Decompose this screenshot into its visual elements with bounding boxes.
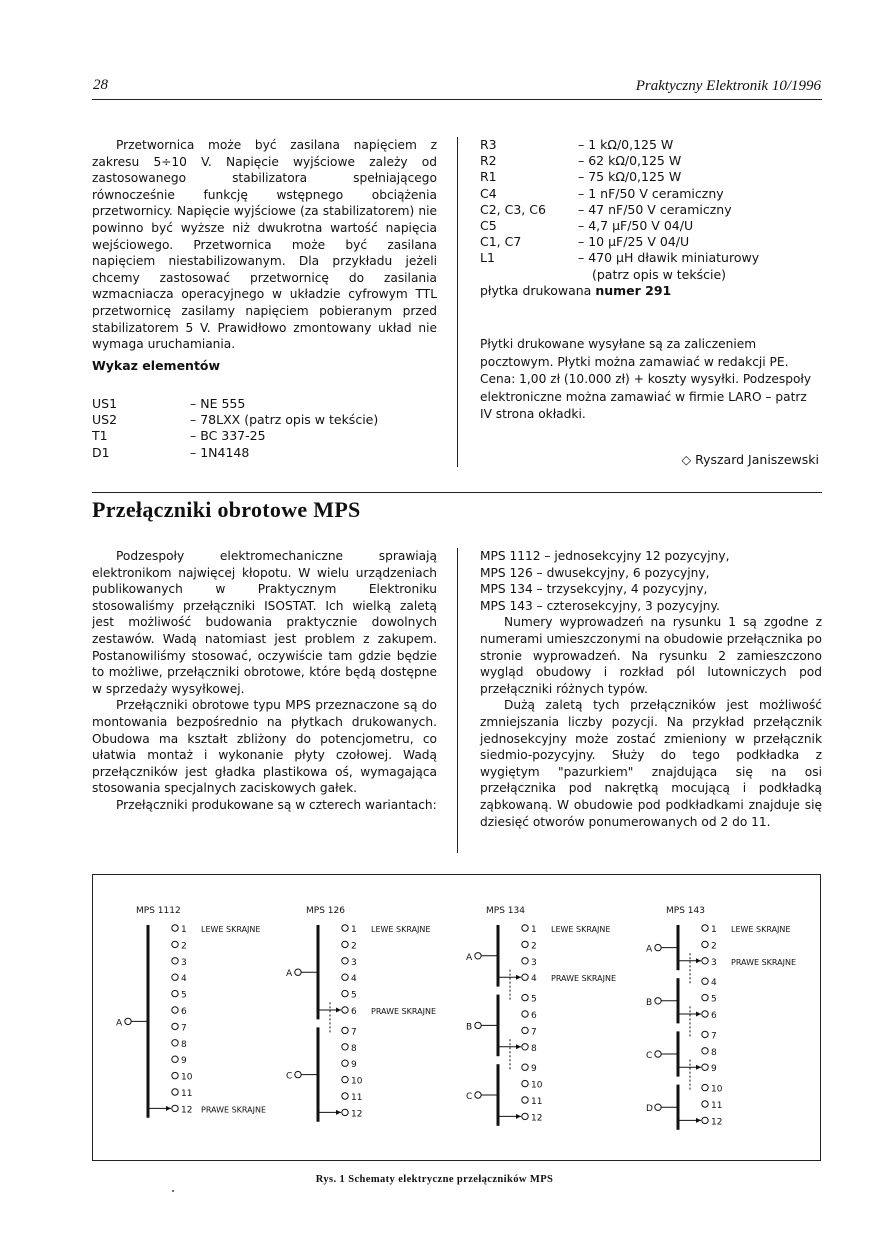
parts-row: T1 – BC 337-25 — [92, 428, 266, 444]
pin-number: 4 — [181, 974, 187, 985]
diagram-title: MPS 143 — [666, 906, 705, 916]
pin-circle — [522, 1113, 528, 1119]
article-left-column — [92, 548, 437, 814]
prawe-skrajne-label: PRAWE SKRAJNE — [371, 1007, 437, 1016]
parts-note: (patrz opis w tekście) — [592, 266, 727, 282]
stop-arrowhead — [516, 1044, 521, 1049]
common-terminal-circle — [295, 1071, 301, 1077]
pin-number: 1 — [181, 925, 187, 935]
journal-title: Praktyczny Elektronik 10/1996 — [635, 78, 821, 94]
parts-row: C1, C7 – 10 µF/25 V 04/U — [480, 234, 690, 250]
pin-circle — [342, 1093, 348, 1099]
pin-number: 9 — [181, 1056, 187, 1067]
parts-row: US2 – 78LXX (patrz opis w tekście) — [92, 412, 379, 428]
pin-circle — [342, 1044, 348, 1050]
parts-list-heading: Wykaz elementów — [92, 358, 221, 373]
pin-circle — [522, 1080, 528, 1086]
stop-arrowhead — [696, 1118, 701, 1123]
lewe-skrajne-label: LEWE SKRAJNE — [731, 925, 791, 934]
stop-arrowhead — [696, 1012, 701, 1017]
article-paragraph: Dużą zaletą tych przełączników jest możliwość zmniejszania liczby pozycji. Na przykład przełącznik jednosekcyjny może zostać zmieniony w przełącznik siedmio-pozycyjny. Służy do tego podkładka z wygiętym "pazurkiem" znajdująca się na osi przełącznika pod nakrętką mocującą i podkładką ząbkowaną. W obudowie pod podkładkami znajduje się dziesięć otworów ponumerowanych od 2 do 11. — [480, 698, 822, 829]
stop-arrowhead — [696, 1065, 701, 1070]
pin-circle — [522, 1064, 528, 1070]
article-paragraph: Przełączniki obrotowe typu MPS przeznaczone są do montowania bezpośrednio na płytkach drukowanych. Obudowa ma kształt zbliżony do potencjometru, co ułatwia montaż i wykonanie płyty czołowej. Wadą przełączników jest gładka plastikowa oś, wymagająca stosowania specjalnych zaciskowych gałek. — [92, 698, 437, 796]
diagram-title: MPS 126 — [306, 906, 345, 916]
pin-number: 3 — [531, 957, 537, 968]
column-divider-article — [457, 548, 458, 853]
parts-row: C2, C3, C6 – 47 nF/50 V ceramiczny — [480, 201, 732, 217]
pin-number: 9 — [531, 1064, 537, 1075]
page-number: 28 — [93, 77, 108, 93]
pin-circle — [702, 1064, 708, 1070]
pin-circle — [522, 1027, 528, 1033]
common-terminal-label: A — [286, 969, 293, 980]
stop-arrowhead — [516, 975, 521, 980]
pin-circle — [172, 941, 178, 947]
pin-number: 1 — [711, 925, 717, 935]
lewe-skrajne-label: LEWE SKRAJNE — [551, 925, 611, 934]
variant-line: MPS 143 – czterosekcyjny, 3 pozycyjny. — [480, 598, 720, 613]
pin-circle — [702, 1048, 708, 1054]
pin-number: 11 — [531, 1097, 543, 1107]
pin-circle — [522, 925, 528, 931]
pin-circle — [702, 1084, 708, 1090]
pin-number: 5 — [181, 990, 187, 1001]
pin-circle — [342, 990, 348, 996]
pin-number: 5 — [531, 994, 537, 1005]
pin-circle — [342, 1027, 348, 1033]
pin-circle — [172, 925, 178, 931]
parts-row: D1 – 1N4148 — [92, 444, 250, 460]
pin-number: 5 — [351, 990, 357, 1001]
stop-arrowhead — [166, 1106, 171, 1111]
pin-number: 10 — [351, 1076, 363, 1087]
pin-circle — [342, 974, 348, 980]
pin-circle — [702, 941, 708, 947]
lewe-skrajne-label: LEWE SKRAJNE — [201, 925, 261, 934]
common-terminal-circle — [655, 998, 661, 1004]
common-terminal-label: C — [466, 1092, 473, 1102]
parts-row: R2 – 62 kΩ/0,125 W — [480, 153, 682, 169]
switch-schematics — [93, 875, 820, 1160]
pin-circle — [702, 1117, 708, 1123]
pin-number: 10 — [531, 1080, 543, 1091]
pin-number: 9 — [351, 1060, 357, 1071]
parts-row: US1 – NE 555 — [92, 396, 246, 411]
pin-number: 6 — [351, 1007, 357, 1017]
common-terminal-circle — [475, 1022, 481, 1028]
pin-circle — [702, 958, 708, 964]
pin-number: 9 — [711, 1064, 717, 1075]
common-terminal-label: A — [116, 1018, 123, 1029]
pin-number: 11 — [351, 1093, 363, 1103]
common-terminal-label: B — [646, 997, 653, 1008]
prawe-skrajne-label: PRAWE SKRAJNE — [201, 1105, 267, 1115]
pin-circle — [172, 1072, 178, 1078]
parts-row: C5 – 4,7 µF/50 V 04/U — [480, 218, 694, 234]
pin-circle — [172, 958, 178, 964]
pin-circle — [702, 925, 708, 931]
pcb-line: płytka drukowana numer 291 — [480, 282, 672, 298]
pin-circle — [522, 974, 528, 980]
intro-paragraph-block — [92, 137, 437, 353]
common-terminal-label: C — [286, 1071, 293, 1082]
common-terminal-circle — [125, 1018, 131, 1024]
prawe-skrajne-label: PRAWE SKRAJNE — [551, 974, 617, 984]
pin-circle — [702, 994, 708, 1000]
pin-number: 7 — [711, 1031, 717, 1042]
article-paragraph: Przełączniki produkowane są w czterech wariantach: — [116, 797, 437, 812]
lewe-skrajne-label: LEWE SKRAJNE — [371, 925, 431, 934]
parts-row: L1 – 470 µH dławik miniaturowy — [480, 250, 760, 266]
pin-circle — [702, 1101, 708, 1107]
article-paragraph: Podzespoły elektromechaniczne sprawiają elektronikom najwięcej kłopotu. W wielu urządzeniach publikowanych w Praktycznym Elektroniku stosowaliśmy przełączniki ISOSTAT. Ich wielką zaletą jest możliwość budowania praktycznie dowolnych zestawów. Wadą natomiast jest problem z zakupem. Postanowiliśmy stosować, oczywiście tam gdzie będzie to możliwe, przełączniki obrotowe, które będą dostępne w sprzedaży wysyłkowej. — [92, 549, 437, 696]
pin-number: 11 — [181, 1089, 193, 1099]
pin-number: 7 — [531, 1027, 537, 1038]
pin-number: 8 — [351, 1043, 357, 1054]
pin-circle — [172, 1105, 178, 1111]
pin-circle — [172, 1056, 178, 1062]
pin-number: 12 — [181, 1105, 193, 1116]
parts-row: R1 – 75 kΩ/0,125 W — [480, 169, 682, 185]
common-terminal-circle — [475, 953, 481, 959]
common-terminal-circle — [655, 1051, 661, 1057]
common-terminal-label: A — [466, 952, 473, 963]
pin-number: 10 — [711, 1084, 723, 1095]
pin-number: 8 — [181, 1039, 187, 1050]
common-terminal-circle — [655, 944, 661, 950]
pin-number: 6 — [711, 1011, 717, 1021]
pin-number: 3 — [351, 957, 357, 968]
pin-number: 6 — [181, 1007, 187, 1017]
pin-number: 12 — [351, 1109, 363, 1120]
common-terminal-label: A — [646, 944, 653, 955]
pin-circle — [522, 941, 528, 947]
common-terminal-circle — [295, 969, 301, 975]
stop-arrowhead — [516, 1114, 521, 1119]
pin-number: 6 — [531, 1011, 537, 1021]
pin-circle — [702, 1011, 708, 1017]
pin-number: 2 — [181, 941, 187, 952]
stop-arrowhead — [696, 958, 701, 963]
pin-number: 2 — [351, 941, 357, 952]
section-rule — [92, 492, 822, 493]
pin-circle — [702, 1031, 708, 1037]
header-rule — [92, 99, 822, 100]
column-divider-top — [457, 137, 458, 467]
diagram-title: MPS 134 — [486, 906, 525, 916]
pin-circle — [522, 958, 528, 964]
common-terminal-label: C — [646, 1051, 653, 1061]
parts-list-right — [480, 137, 822, 299]
figure-frame — [92, 874, 821, 1161]
pin-number: 7 — [181, 1023, 187, 1034]
diagram-title: MPS 1112 — [136, 906, 181, 916]
figure-caption: Rys. 1 Schematy elektryczne przełączników MPS — [315, 1174, 554, 1185]
pin-circle — [172, 1007, 178, 1013]
pin-circle — [522, 994, 528, 1000]
pin-number: 1 — [351, 925, 357, 935]
pin-number: 4 — [351, 974, 357, 985]
pin-circle — [342, 1076, 348, 1082]
pin-number: 7 — [351, 1027, 357, 1038]
pin-number: 3 — [711, 957, 717, 968]
parts-list-left — [92, 396, 437, 461]
pin-number: 5 — [711, 994, 717, 1005]
parts-row: R3 – 1 kΩ/0,125 W — [480, 137, 674, 152]
variant-line: MPS 1112 – jednosekcyjny 12 pozycyjny, — [480, 549, 730, 563]
stray-dot — [172, 1190, 174, 1192]
pin-number: 8 — [531, 1043, 537, 1054]
common-terminal-label: B — [466, 1022, 473, 1033]
pin-number: 2 — [711, 941, 717, 952]
pin-circle — [342, 1007, 348, 1013]
pin-circle — [172, 1023, 178, 1029]
pin-circle — [172, 990, 178, 996]
prawe-skrajne-label: PRAWE SKRAJNE — [731, 957, 797, 967]
pin-circle — [702, 978, 708, 984]
pin-number: 4 — [711, 978, 717, 989]
article-paragraph: Numery wyprowadzeń na rysunku 1 są zgodne z numerami umieszczonymi na obudowie przełącznika po stronie wyprowadzeń. Na rysunku 2 zamieszczono wygląd obudowy i rozkład pól lutowniczych pod przełączniki różnych typów. — [480, 615, 822, 696]
pin-circle — [172, 974, 178, 980]
pin-circle — [172, 1089, 178, 1095]
article-title: Przełączniki obrotowe MPS — [92, 497, 361, 522]
article-right-column — [480, 548, 822, 830]
pin-circle — [342, 925, 348, 931]
pin-number: 2 — [531, 941, 537, 952]
parts-row: C4 – 1 nF/50 V ceramiczny — [480, 185, 724, 201]
pin-number: 12 — [711, 1117, 723, 1128]
pin-circle — [522, 1044, 528, 1050]
pin-number: 10 — [181, 1072, 193, 1083]
pin-circle — [522, 1097, 528, 1103]
variant-line: MPS 134 – trzysekcyjny, 4 pozycyjny, — [480, 582, 708, 597]
ordering-paragraph: Płytki drukowane wysyłane są za zaliczeniem pocztowym. Płytki można zamawiać w redakcji PE. Cena: 1,00 zł (10.000 zł) + koszty wysyłki. Podzespoły elektroniczne można zamawiać w firmie LARO – patrz IV strona okładki. — [480, 337, 812, 421]
pin-circle — [522, 1011, 528, 1017]
pin-number: 3 — [181, 957, 187, 968]
common-terminal-label: D — [646, 1104, 653, 1115]
pin-number: 1 — [531, 925, 537, 935]
common-terminal-circle — [655, 1104, 661, 1110]
pin-number: 12 — [531, 1113, 543, 1124]
ordering-info — [480, 336, 822, 424]
pin-number: 11 — [711, 1101, 723, 1111]
pin-number: 4 — [531, 974, 537, 985]
pin-number: 8 — [711, 1047, 717, 1058]
pin-circle — [342, 958, 348, 964]
stop-arrowhead — [336, 1110, 341, 1115]
common-terminal-circle — [475, 1092, 481, 1098]
pin-circle — [342, 1060, 348, 1066]
variant-line: MPS 126 – dwusekcyjny, 6 pozycyjny, — [480, 565, 710, 580]
author-signature: ◇ Ryszard Janiszewski — [681, 452, 819, 467]
pin-circle — [342, 1109, 348, 1115]
pin-circle — [172, 1040, 178, 1046]
pin-circle — [342, 941, 348, 947]
stop-arrowhead — [336, 1008, 341, 1013]
intro-paragraph: Przetwornica może być zasilana napięciem z zakresu 5÷10 V. Napięcie wyjściowe zależy od zastosowanego stabilizatora spełniającego równocześnie funkcję wstępnego obciążenia przetwornicy. Napięcie wyjściowe (za stabilizatorem) nie powinno być wyższe niż dwukrotna wartość napięcia wejściowego. Przetwornica może być zasilana napięciem niestabilizowanym. Dla przykładu jeżeli chcemy zastosować przetwornicę do zasilania wzmacniacza operacyjnego w układzie cyfrowym TTL przetwornicę zasilamy napięciem pobieranym przed stabilizatorem 5 V. Prawidłowo zmontowany układ nie wymaga uruchamiania. — [92, 138, 437, 352]
